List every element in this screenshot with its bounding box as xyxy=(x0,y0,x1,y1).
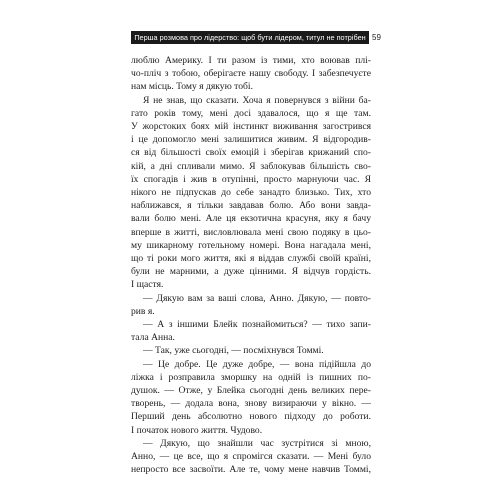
text-line: У жорстоких боях мій інстинкт виживання загострився xyxy=(131,121,371,133)
text-line: рив я. xyxy=(131,305,155,317)
text-line: вали болю мені. Але ця екзотична красуня, яку я бачу xyxy=(131,213,371,225)
text-line: — Так, уже сьогодні, — посміхнувся Томмі. xyxy=(143,345,324,357)
text-line: гато років тому, мені досі здавалося, що я ще там. xyxy=(131,107,371,119)
text-line: Анно, — це все, що я спромігся сказати. — Мені було xyxy=(131,451,371,463)
text-line: — Це добре. Це дуже добре, — вона підійшла до xyxy=(143,358,371,370)
text-line: що ті роки мого життя, які я віддав службі своїй країні, xyxy=(131,253,371,265)
text-line: люблю Америку. І ти разом із тими, хто воював плі- xyxy=(131,55,371,66)
text-line: нам місць. Тому я дякую тобі. xyxy=(131,81,253,93)
text-line: наближався, я тільки завдавав болю. Або вони завда- xyxy=(131,200,371,212)
text-line: ліжка і розправила зморшку на одній із пишних по- xyxy=(131,371,371,383)
text-line: душок. — Отже, у Блейка сьогодні день великих пере- xyxy=(131,385,371,397)
text-line: їх спогадів і жив в отупінні, просто марнуючи час. Я xyxy=(131,173,371,185)
text-line: нікого не підпускав до себе занадто близько. Тих, хто xyxy=(131,187,371,199)
text-line: ся від більшості своїх емоцій і зберігав крижаний спо- xyxy=(131,147,371,159)
text-line: І початок нового життя. Чудово. xyxy=(131,424,263,436)
text-line: вперше в житті, висловлювала мені свою подяку в цьо- xyxy=(131,226,371,238)
text-line: тала Анна. xyxy=(131,332,175,344)
text-line: Я не знав, що сказати. Хоча я повернувся з війни ба- xyxy=(143,94,371,106)
text-line: були не марними, а дуже цінними. Я відчув гордість. xyxy=(131,266,371,278)
text-line: — А з іншими Блейк познайомиться? — тихо запи- xyxy=(143,319,371,331)
running-header: Перша розмова про лідерство: щоб бути лідером, титул не потрібен xyxy=(131,31,369,44)
text-line: му шикарному готельному номері. Вона нагадала мені, xyxy=(131,239,371,251)
text-line: Перший день абсолютно нового підходу до роботи. xyxy=(131,411,371,423)
text-line: творень, — додала вона, знову визираючи у вікно. — xyxy=(131,398,371,410)
text-line: непросто все засвоїти. Але те, чому мене навчив Томмі, xyxy=(131,464,371,476)
text-line: — Дякую, що знайшли час зустрітися зі мною, xyxy=(143,437,371,449)
text-line: і це допомогло мені залишитися живим. Я відгородив- xyxy=(131,134,371,146)
body-text xyxy=(131,54,371,477)
text-line: І щастя. xyxy=(131,279,164,291)
text-line: чо-пліч з тобою, оберігаєте нашу свободу. І забезпечуєте xyxy=(131,68,371,80)
text-line: — Дякую вам за ваші слова, Анно. Дякую, — повто- xyxy=(143,292,371,304)
text-line: кій, а дні спливали мимо. Я заблокував більшість сво- xyxy=(131,160,371,172)
page-number: 59 xyxy=(372,33,381,42)
